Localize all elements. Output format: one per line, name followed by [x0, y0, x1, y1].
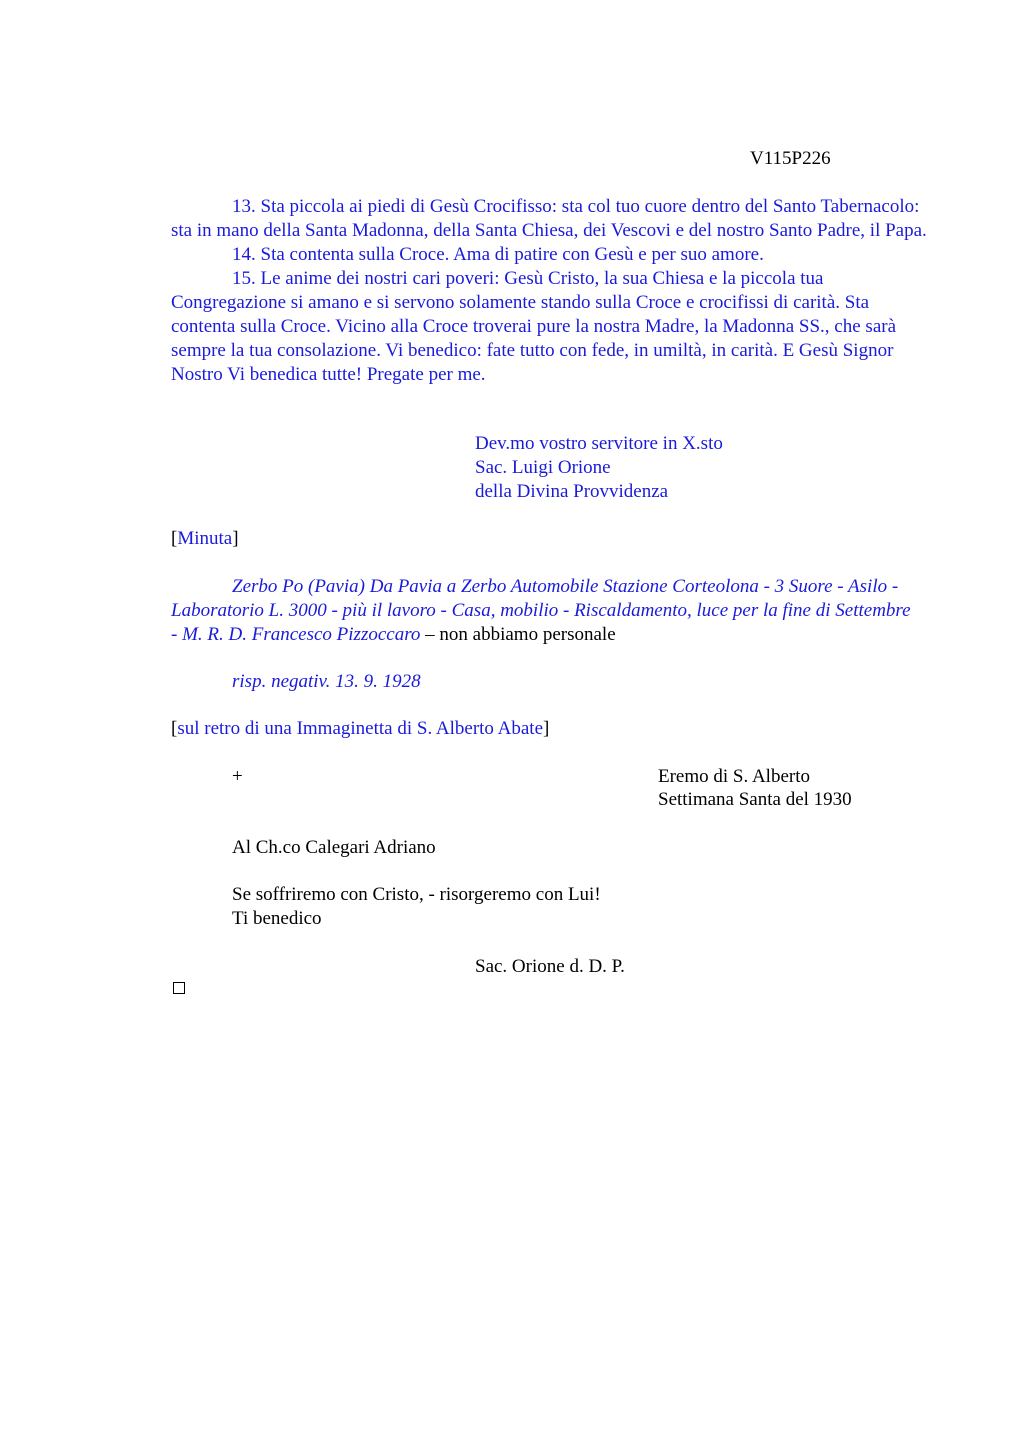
minuta-note-text: Zerbo Po (Pavia) Da Pavia a Zerbo Automobile Stazione Corteolona - 3 Suore - Asilo - Laboratorio L. 3000 - più il lavoro - Casa, mobilio - Riscaldamento, luce per la fine di Settembre - M. R. D. Francesco Pizzoccaro — [171, 576, 911, 645]
cross-mark: + — [232, 766, 243, 787]
minuta-heading — [171, 527, 239, 551]
letter-body — [171, 195, 931, 387]
paragraph-14: 14. Sta contenta sulla Croce. Ama di patire con Gesù e per suo amore. — [232, 244, 764, 265]
square-icon — [173, 982, 185, 994]
minuta-note-suffix: – non abbiamo personale — [420, 624, 616, 645]
retro-close-bracket: ] — [543, 718, 550, 739]
retro-open-bracket: [ — [171, 718, 178, 739]
retro-heading — [171, 717, 549, 741]
retro-label: sul retro di una Immaginetta di S. Alberto Abate — [177, 718, 544, 739]
page-code: V115P226 — [750, 148, 831, 169]
retro-text-line-1: Se soffriremo con Cristo, - risorgeremo con Lui! — [232, 884, 601, 905]
signature-line-1: Dev.mo vostro servitore in X.sto — [475, 433, 723, 454]
date-line: Settimana Santa del 1930 — [658, 789, 852, 810]
minuta-open-bracket: [ — [171, 528, 178, 549]
minuta-note — [171, 575, 911, 647]
signature-line-2: Sac. Luigi Orione — [475, 457, 611, 478]
place-line: Eremo di S. Alberto — [658, 766, 810, 787]
retro-text-line-2: Ti benedico — [232, 908, 322, 929]
minuta-close-bracket: ] — [232, 528, 239, 549]
signature-line-3: della Divina Provvidenza — [475, 481, 669, 502]
recipient-line: Al Ch.co Calegari Adriano — [232, 837, 436, 858]
paragraph-15: 15. Le anime dei nostri cari poveri: Gesù Cristo, la sua Chiesa e la piccola tua Congregazione si amano e si servono solamente stando sulla Croce e crocifissi di carità. Sta contenta sulla Croce. Vicino alla Croce troverai pure la nostra Madre, la Madonna SS., che sarà sempre la tua consolazione. Vi benedico: fate tutto con fede, in umiltà, in carità. E Gesù Signor Nostro Vi benedica tutte! Pregate per me. — [171, 268, 897, 385]
minuta-reply: risp. negativ. 13. 9. 1928 — [232, 671, 421, 692]
minuta-label: Minuta — [177, 528, 233, 549]
paragraph-13: 13. Sta piccola ai piedi di Gesù Crocifisso: sta col tuo cuore dentro del Santo Tabernacolo: sta in mano della Santa Madonna, della Santa Chiesa, dei Vescovi e del nostro Santo Padre, il Papa. — [171, 196, 927, 241]
retro-signature: Sac. Orione d. D. P. — [475, 956, 625, 977]
